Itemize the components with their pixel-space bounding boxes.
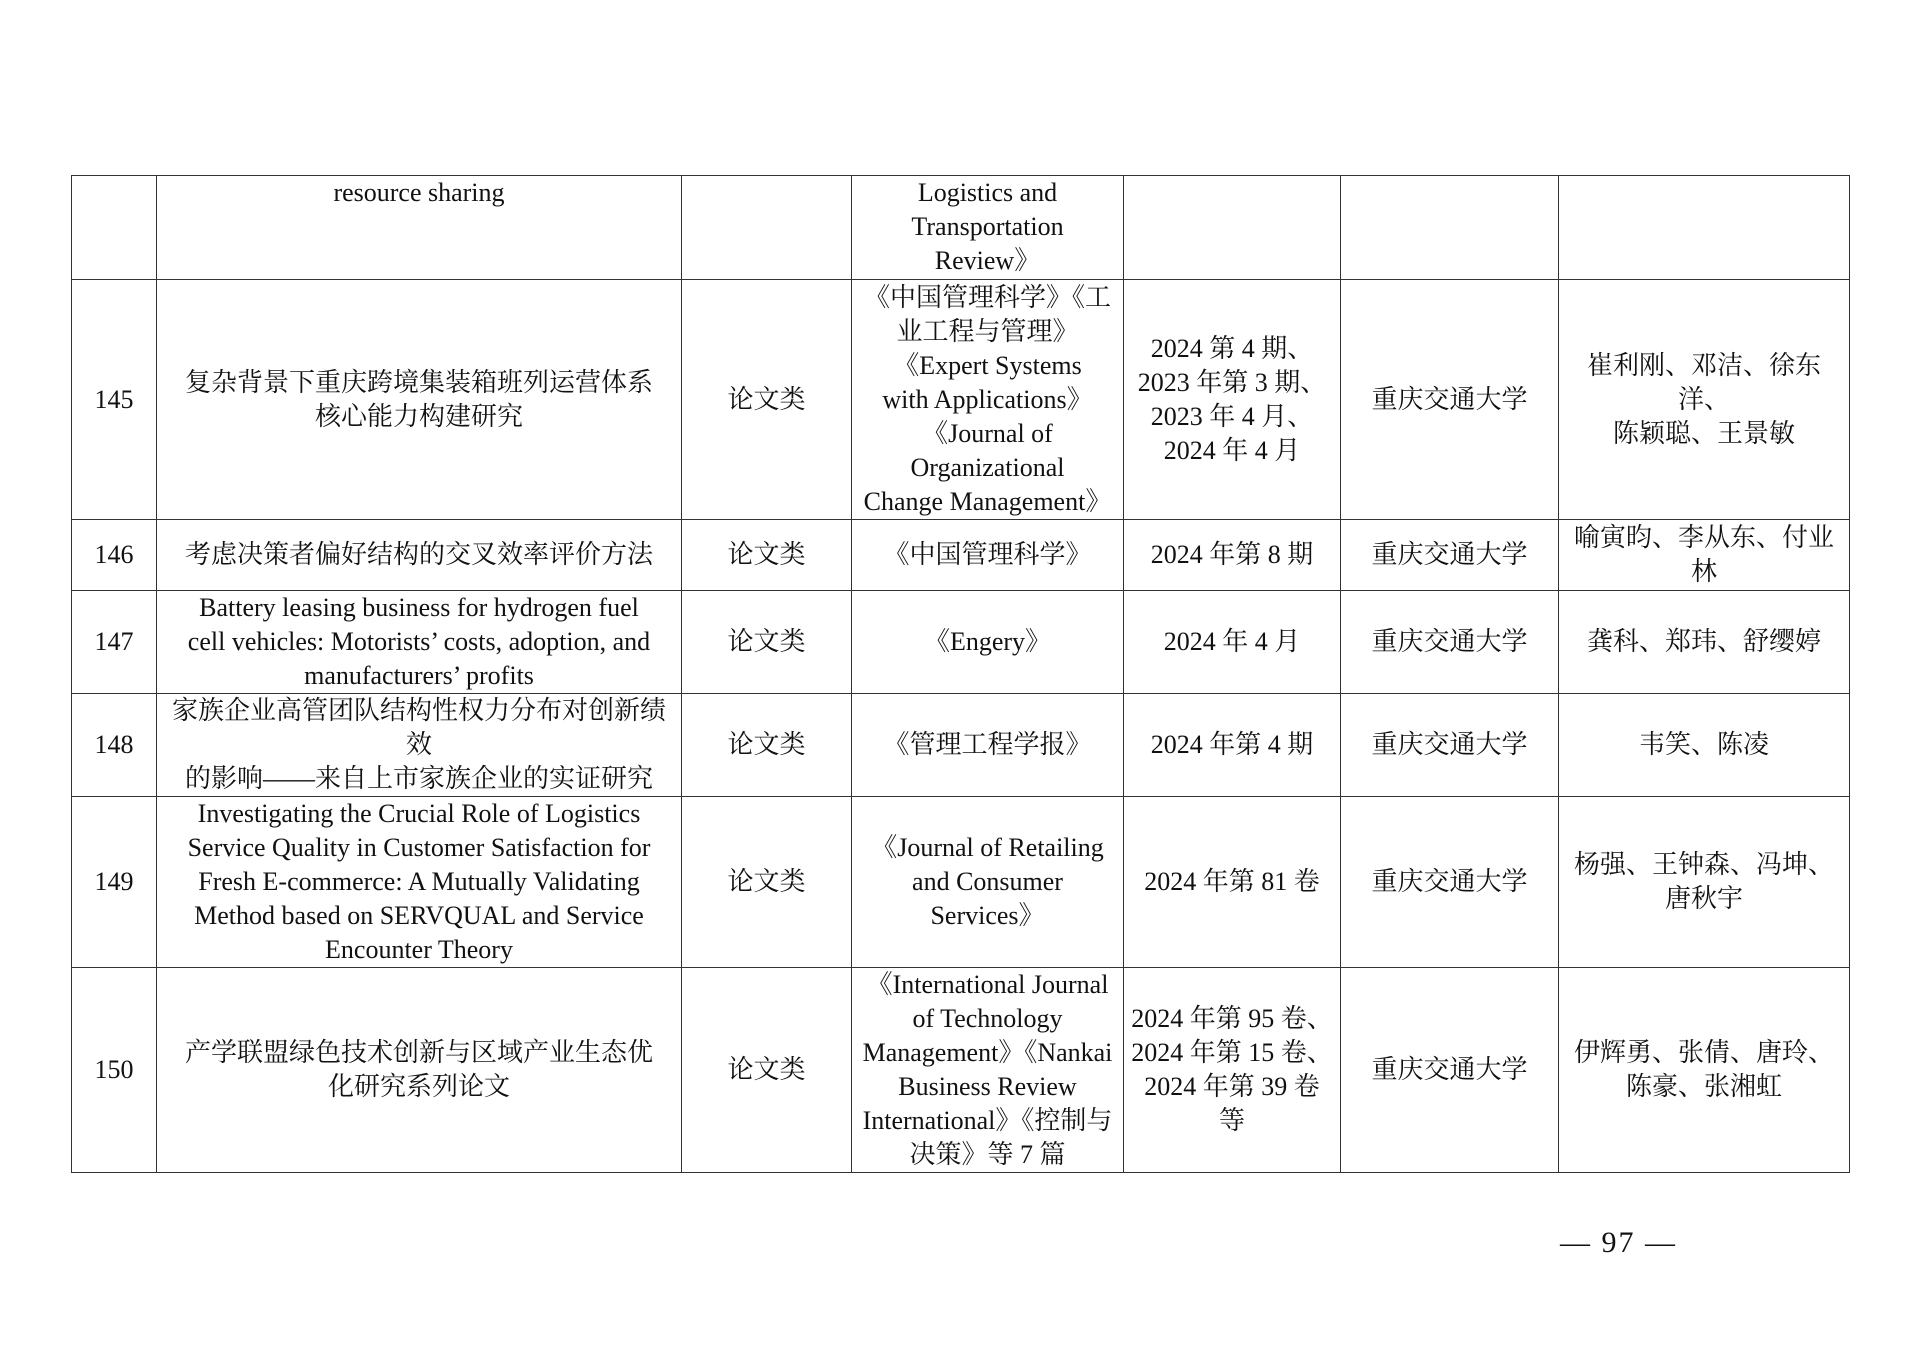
- cell-date: 2024 年 4 月: [1124, 591, 1341, 694]
- table-row: [72, 520, 1850, 591]
- cell-no: 150: [72, 968, 157, 1173]
- cell-title: 复杂背景下重庆跨境集装箱班列运营体系 核心能力构建研究: [157, 280, 682, 520]
- cell-no: 147: [72, 591, 157, 694]
- cell-authors: [1559, 176, 1850, 280]
- cell-type: 论文类: [682, 797, 852, 968]
- cell-no: [72, 176, 157, 280]
- cell-type: 论文类: [682, 280, 852, 520]
- cell-unit: 重庆交通大学: [1341, 797, 1559, 968]
- cell-authors: 崔利刚、邓洁、徐东洋、 陈颖聪、王景敏: [1559, 280, 1850, 520]
- cell-no: 145: [72, 280, 157, 520]
- cell-authors: 龚科、郑玮、舒缨婷: [1559, 591, 1850, 694]
- cell-type: 论文类: [682, 591, 852, 694]
- cell-unit: 重庆交通大学: [1341, 280, 1559, 520]
- cell-no: 149: [72, 797, 157, 968]
- table-row: [72, 591, 1850, 694]
- cell-type: 论文类: [682, 520, 852, 591]
- table-row: [72, 176, 1850, 280]
- cell-authors: 伊辉勇、张倩、唐玲、 陈豪、张湘虹: [1559, 968, 1850, 1173]
- cell-title: Battery leasing business for hydrogen fuel cell vehicles: Motorists’ costs, adoption, and manufacturers’ profits: [157, 591, 682, 694]
- cell-journal: 《International Journal of Technology Management》《Nankai Business Review International》《控制与 决策》等 7 篇: [852, 968, 1124, 1173]
- cell-type: 论文类: [682, 968, 852, 1173]
- cell-unit: 重庆交通大学: [1341, 694, 1559, 797]
- cell-title: 考虑决策者偏好结构的交叉效率评价方法: [157, 520, 682, 591]
- cell-authors: 喻寅昀、李从东、付业 林: [1559, 520, 1850, 591]
- cell-journal: Logistics and Transportation Review》: [852, 176, 1124, 280]
- cell-title: Investigating the Crucial Role of Logistics Service Quality in Customer Satisfaction for Fresh E-commerce: A Mutually Validating Method based on SERVQUAL and Service Encounter Theory: [157, 797, 682, 968]
- cell-date: 2024 年第 95 卷、 2024 年第 15 卷、 2024 年第 39 卷 等: [1124, 968, 1341, 1173]
- cell-no: 148: [72, 694, 157, 797]
- cell-journal: 《中国管理科学》《工 业工程与管理》 《Expert Systems with Applications》 《Journal of Organizational Change Management》: [852, 280, 1124, 520]
- cell-authors: 杨强、王钟森、冯坤、 唐秋宇: [1559, 797, 1850, 968]
- cell-unit: [1341, 176, 1559, 280]
- cell-title: 产学联盟绿色技术创新与区域产业生态优 化研究系列论文: [157, 968, 682, 1173]
- cell-date: 2024 年第 8 期: [1124, 520, 1341, 591]
- table-row: [72, 797, 1850, 968]
- cell-title: resource sharing: [157, 176, 682, 280]
- cell-date: 2024 第 4 期、 2023 年第 3 期、 2023 年 4 月、 2024 年 4 月: [1124, 280, 1341, 520]
- table-row: [72, 968, 1850, 1173]
- cell-date: [1124, 176, 1341, 280]
- awards-table: [71, 175, 1850, 1173]
- table-row: [72, 280, 1850, 520]
- cell-date: 2024 年第 81 卷: [1124, 797, 1341, 968]
- cell-journal: 《管理工程学报》: [852, 694, 1124, 797]
- cell-journal: 《Journal of Retailing and Consumer Services》: [852, 797, 1124, 968]
- cell-unit: 重庆交通大学: [1341, 520, 1559, 591]
- cell-type: [682, 176, 852, 280]
- cell-authors: 韦笑、陈凌: [1559, 694, 1850, 797]
- table-row: [72, 694, 1850, 797]
- cell-title: 家族企业高管团队结构性权力分布对创新绩效 的影响——来自上市家族企业的实证研究: [157, 694, 682, 797]
- cell-date: 2024 年第 4 期: [1124, 694, 1341, 797]
- page-number: — 97 —: [1560, 1226, 1677, 1259]
- cell-journal: 《Engery》: [852, 591, 1124, 694]
- cell-journal: 《中国管理科学》: [852, 520, 1124, 591]
- cell-no: 146: [72, 520, 157, 591]
- cell-unit: 重庆交通大学: [1341, 591, 1559, 694]
- cell-unit: 重庆交通大学: [1341, 968, 1559, 1173]
- cell-type: 论文类: [682, 694, 852, 797]
